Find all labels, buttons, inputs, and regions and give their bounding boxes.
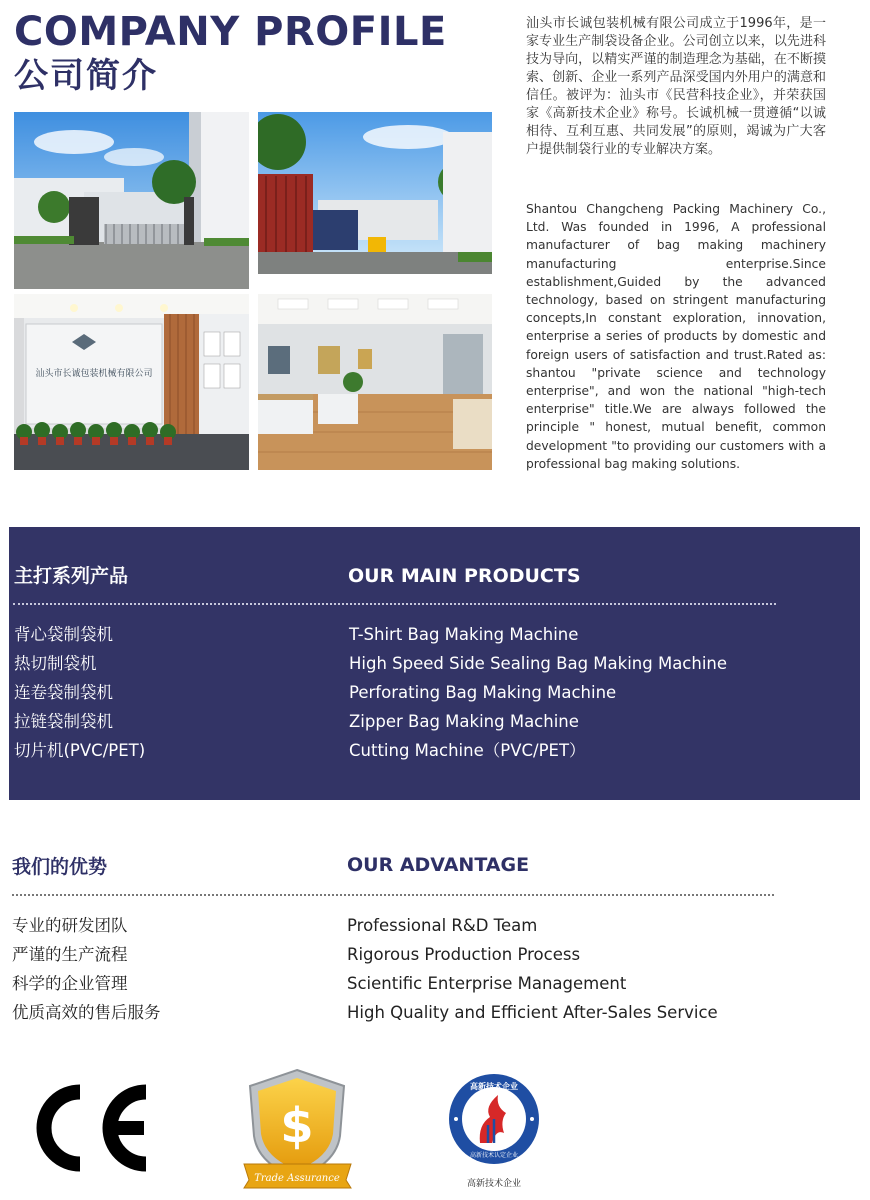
high-tech-enterprise-seal-icon	[444, 1073, 544, 1191]
intro-text-cn: 汕头市长诚包装机械有限公司成立于1996年，是一家专业生产制袋设备企业。公司创立以来，以先进科技为导向，以精实严谨的制造理念为基础，在不断摸索、创新、企业一系列产品深受国内外用户的满意和信任。被评为：汕头市《民营科技企业》，并荣获国家《高新技术企业》称号。长诚机械一贯遵循“以诚相待、互利互惠、共同发展”的原则，竭诚为广大客户提供制袋行业的专业解决方案。	[526, 16, 826, 157]
list-item: 优质高效的售后服务	[12, 1003, 161, 1022]
advantage-divider	[12, 894, 774, 896]
products-list-en	[349, 620, 727, 765]
list-item: T-Shirt Bag Making Machine	[349, 625, 579, 644]
trade-assurance-shield-icon	[240, 1066, 355, 1191]
factory-gate-photo	[14, 112, 249, 289]
ce-mark-logo	[22, 1078, 152, 1178]
page-title: COMPANY PROFILE	[14, 9, 447, 55]
svg-text:$: $	[280, 1098, 314, 1154]
seal-top-text: 高新技术企业	[470, 1082, 518, 1091]
list-item: 连卷袋制袋机	[14, 683, 113, 702]
products-heading-en: OUR MAIN PRODUCTS	[348, 565, 581, 587]
list-item: Perforating Bag Making Machine	[349, 683, 617, 702]
reception-sign-text: 汕头市长诚包装机械有限公司	[35, 369, 153, 379]
list-item: Cutting Machine（PVC/PET）	[349, 741, 586, 760]
list-item: 背心袋制袋机	[14, 625, 113, 644]
advantage-list-cn	[12, 911, 161, 1027]
list-item: Zipper Bag Making Machine	[349, 712, 579, 731]
trade-assurance-label: Trade Assurance	[254, 1173, 340, 1184]
reception-wall-photo	[14, 294, 249, 470]
list-item: 拉链袋制袋机	[14, 712, 113, 731]
advantage-heading-cn: 我们的优势	[12, 856, 108, 878]
advantage-heading-en: OUR ADVANTAGE	[347, 854, 530, 876]
list-item: 严谨的生产流程	[12, 945, 128, 964]
list-item: High Quality and Efficient After-Sales Service	[347, 1003, 718, 1022]
list-item: Professional R&D Team	[347, 916, 538, 935]
seal-caption: 高新技术企业	[466, 1179, 522, 1189]
list-item: 科学的企业管理	[12, 974, 128, 993]
list-item: 专业的研发团队	[12, 916, 128, 935]
products-list-cn	[14, 620, 145, 765]
showroom-photo	[258, 294, 492, 470]
advantage-list-en	[347, 911, 718, 1027]
intro-text-en: Shantou Changcheng Packing Machinery Co., Ltd. Was founded in 1996, A professional manufacturer of bag making machinery manufacturing enterprise.Since establishment,Guided by the advanced technology, based on stringent manufacturing concepts,In constant exploration, innovation, enterprise a series of products by domestic and foreign users of satisfaction and trust.Rated as: shantou "private science and technology enterprise", and won the national "high-tech enterprise" title.We are always followed the principle " honest, mutual benefit, common development "to providing our customers with a professional bag making solutions.	[526, 202, 826, 471]
list-item: 热切制袋机	[14, 654, 97, 673]
main-products-section	[9, 527, 860, 800]
products-divider	[13, 603, 776, 605]
list-item: Scientific Enterprise Management	[347, 974, 627, 993]
products-heading-cn: 主打系列产品	[14, 565, 129, 587]
seal-bottom-text: 高新技术认定企业	[469, 1152, 519, 1159]
page-title-cn: 公司简介	[14, 56, 158, 96]
list-item: 切片机(PVC/PET)	[14, 741, 146, 760]
list-item: High Speed Side Sealing Bag Making Machine	[349, 654, 728, 673]
loading-yard-photo	[258, 112, 492, 274]
list-item: Rigorous Production Process	[347, 945, 581, 964]
